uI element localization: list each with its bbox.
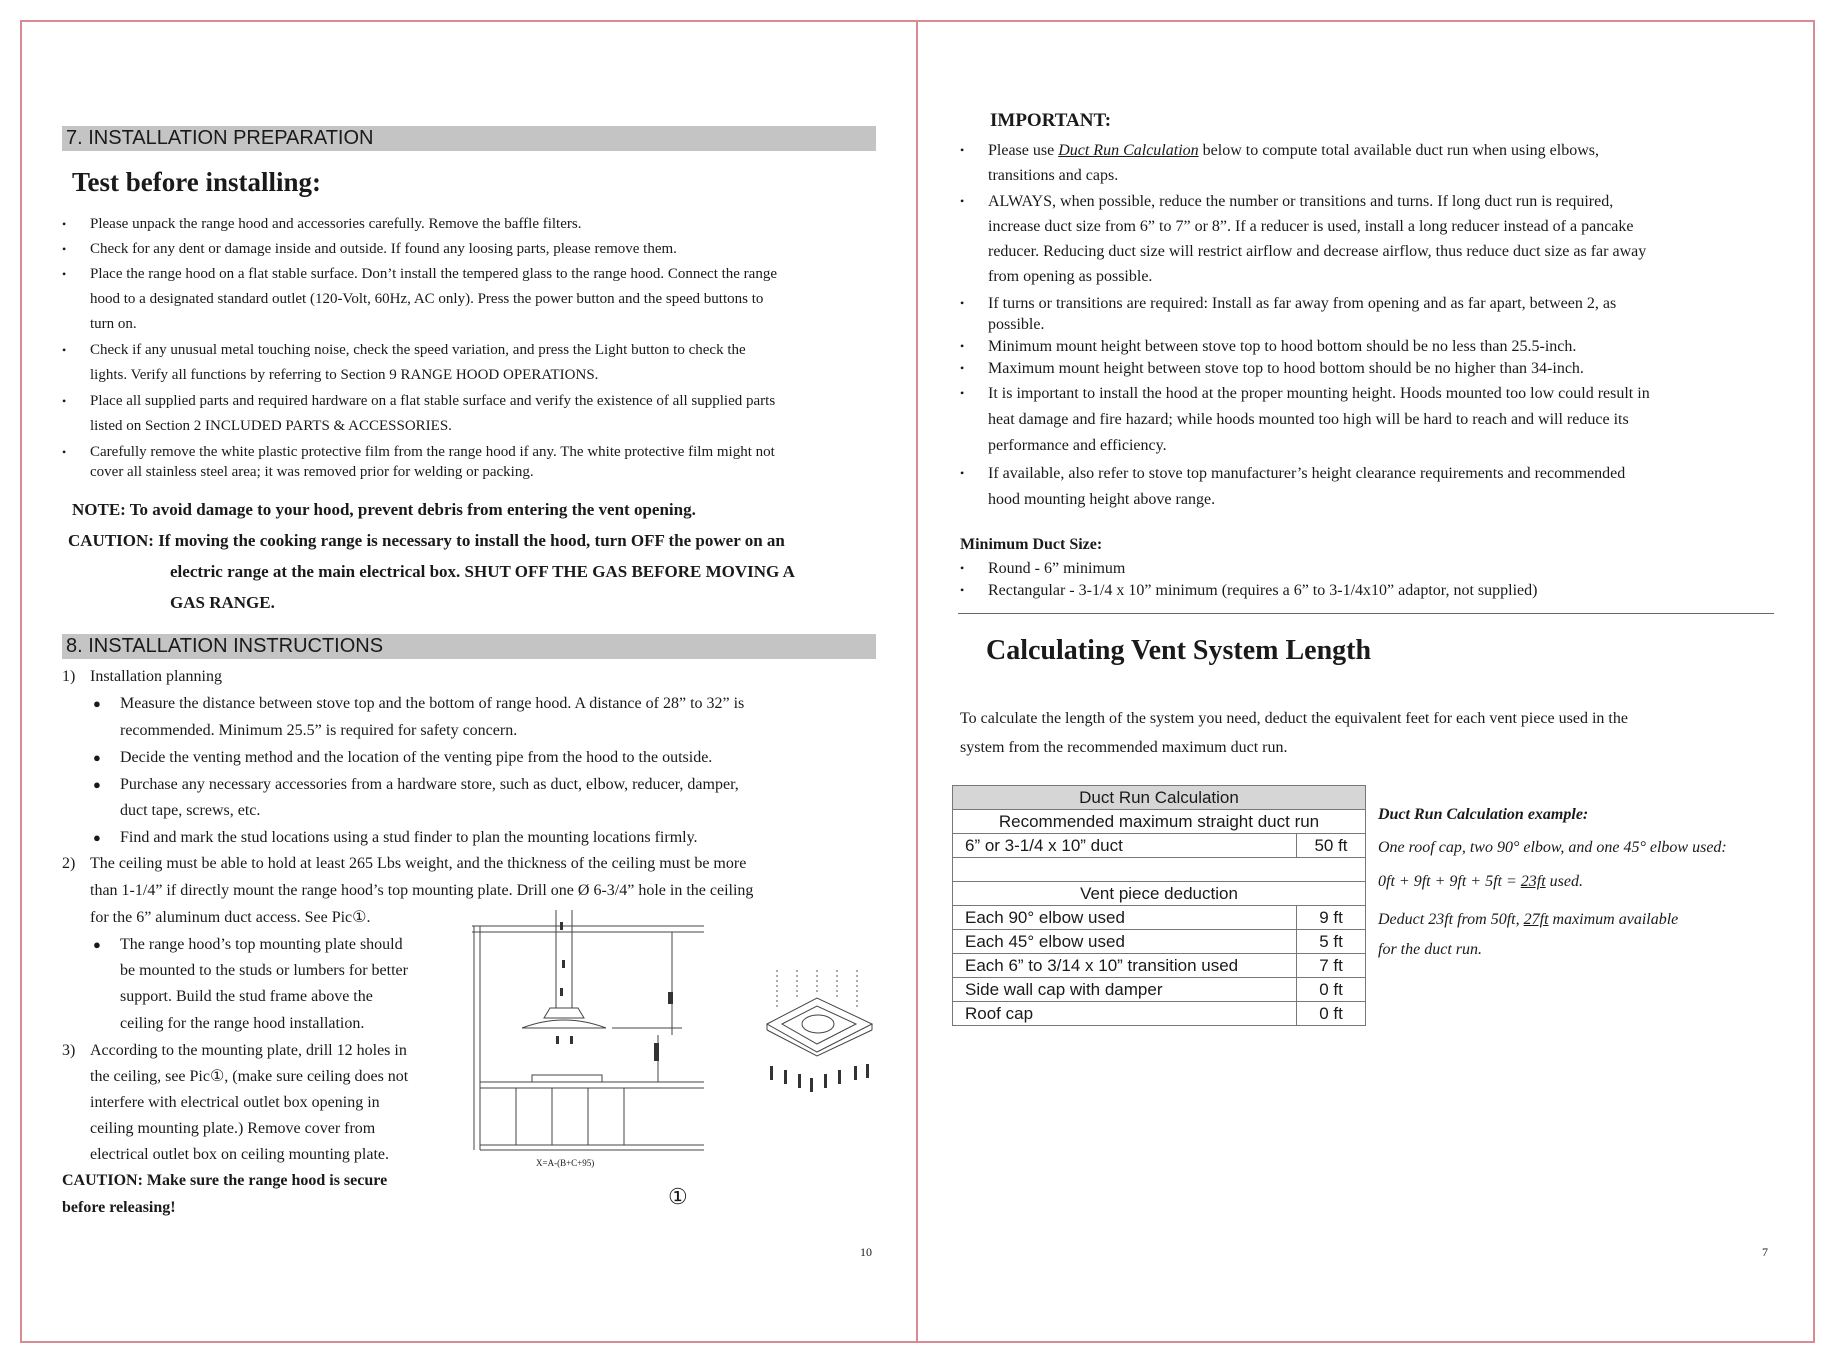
list-item-cont: cover all stainless steel area; it was removed prior for welding or packing. — [90, 464, 534, 480]
duct-run-reference: Duct Run Calculation — [1058, 142, 1199, 159]
list-item-cont: increase duct size from 6” to 7” or 8”. If a reducer is used, install a long reducer instead of a pancake — [988, 218, 1634, 235]
caution-text: electric range at the main electrical box. SHUT OFF THE GAS BEFORE MOVING A — [170, 562, 795, 581]
list-item: • Place all supplied parts and required hardware on a flat stable surface and verify the existence of all supplied parts — [62, 393, 776, 409]
list-item: • Please unpack the range hood and accessories carefully. Remove the baffle filters. — [62, 216, 582, 232]
list-item: ● Purchase any necessary accessories from a hardware store, such as duct, elbow, reducer, damper, — [93, 776, 739, 793]
list-item: ● Measure the distance between stove top and the bottom of range hood. A distance of 28” to 32” is — [93, 695, 745, 712]
test-heading: Test before installing: — [72, 167, 322, 197]
list-item-cont: performance and efficiency. — [988, 437, 1167, 454]
installation-diagram — [472, 900, 722, 1160]
step-2: 2) The ceiling must be able to hold at least 265 Lbs weight, and the thickness of the ceiling must be more — [62, 855, 747, 872]
mounting-plate-diagram — [762, 970, 882, 1110]
calc-intro: To calculate the length of the system you need, deduct the equivalent feet for each vent piece used in the — [960, 710, 1628, 727]
list-item-cont: lights. Verify all functions by referring to Section 9 RANGE HOOD OPERATIONS. — [90, 367, 599, 383]
min-duct-heading: Minimum Duct Size: — [960, 536, 1103, 553]
step-1: 1) Installation planning — [62, 668, 222, 685]
list-item: • Rectangular - 3-1/4 x 10” minimum (requires a 6” to 3-1/4x10” adaptor, not supplied) — [960, 582, 1538, 599]
page-number: 7 — [1762, 1245, 1768, 1259]
page-number: 10 — [860, 1245, 872, 1259]
list-item-cont: be mounted to the studs or lumbers for better — [120, 962, 408, 979]
table-row: Side wall cap with damper 0 ft — [953, 978, 1366, 1002]
step-3-cont: electrical outlet box on ceiling mounting plate. — [90, 1146, 390, 1163]
caution-secure-text: before releasing! — [62, 1199, 176, 1216]
caution-text: GAS RANGE. — [170, 593, 275, 612]
list-item: • Carefully remove the white plastic protective film from the range hood if any. The white protective film might not — [62, 444, 775, 460]
list-item-cont: duct tape, screws, etc. — [120, 802, 261, 819]
step-2-cont: for the 6” aluminum duct access. See Pic①. — [90, 909, 371, 926]
right-page — [918, 20, 1813, 1343]
list-item-cont: listed on Section 2 INCLUDED PARTS & ACCESSORIES. — [90, 418, 452, 434]
list-item: • Check for any dent or damage inside and outside. If found any loosing parts, please remove them. — [62, 241, 677, 257]
step-3-cont: the ceiling, see Pic①, (make sure ceiling does not — [90, 1068, 409, 1085]
list-item-cont: from opening as possible. — [988, 268, 1153, 285]
list-item: ● Decide the venting method and the location of the venting pipe from the hood to the outside. — [93, 749, 713, 766]
caution-text: CAUTION: If moving the cooking range is necessary to install the hood, turn OFF the power on an — [68, 531, 785, 550]
step-2-cont: than 1-1/4” if directly mount the range hood’s top mounting plate. Drill one Ø 6-3/4” hole in the ceiling — [90, 882, 754, 899]
important-heading: IMPORTANT: — [990, 110, 1112, 131]
list-item: • Round - 6” minimum — [960, 560, 1126, 577]
table-spacer-row — [953, 858, 1366, 882]
note-text: NOTE: To avoid damage to your hood, prevent debris from entering the vent opening. — [72, 500, 696, 519]
table-row: 6” or 3-1/4 x 10” duct 50 ft — [953, 834, 1366, 858]
list-item: • ALWAYS, when possible, reduce the number or transitions and turns. If long duct run is required, — [960, 193, 1614, 210]
list-item: • It is important to install the hood at the proper mounting height. Hoods mounted too low could result in — [960, 385, 1650, 402]
list-item: • If available, also refer to stove top manufacturer’s height clearance requirements and recommended — [960, 465, 1626, 482]
table-row: Each 6” to 3/14 x 10” transition used 7 ft — [953, 954, 1366, 978]
section-8-title: 8. INSTALLATION INSTRUCTIONS — [62, 634, 876, 659]
caution-secure-text: CAUTION: Make sure the range hood is secure — [62, 1172, 388, 1189]
example-line: for the duct run. — [1378, 941, 1482, 958]
divider — [958, 613, 1774, 614]
list-item-cont: support. Build the stud frame above the — [120, 988, 373, 1005]
example-line: One roof cap, two 90° elbow, and one 45° elbow used: — [1378, 839, 1727, 856]
table-title: Duct Run Calculation — [953, 786, 1366, 810]
diagram-formula: X=A-(B+C+95) — [536, 1158, 595, 1168]
table-row: Each 90° elbow used 9 ft — [953, 906, 1366, 930]
list-item-cont: possible. — [988, 316, 1045, 333]
list-item-cont: ceiling for the range hood installation. — [120, 1015, 365, 1032]
step-3-cont: interfere with electrical outlet box opening in — [90, 1094, 380, 1111]
list-item: ● The range hood’s top mounting plate should — [93, 936, 403, 953]
section-7-title: 7. INSTALLATION PREPARATION — [62, 126, 876, 151]
list-item-cont: reducer. Reducing duct size will restrict airflow and decrease airflow, thus reduce duct size as far away — [988, 243, 1647, 260]
example-line: 0ft + 9ft + 9ft + 5ft = 23ft used. — [1378, 873, 1583, 890]
calc-intro: system from the recommended maximum duct run. — [960, 739, 1288, 756]
table-deduction-title: Vent piece deduction — [953, 882, 1366, 906]
table-row: Each 45° elbow used 5 ft — [953, 930, 1366, 954]
list-item-cont: turn on. — [90, 316, 137, 332]
list-item-cont: transitions and caps. — [988, 167, 1119, 184]
list-item: • Check if any unusual metal touching noise, check the speed variation, and press the Light button to check the — [62, 342, 746, 358]
list-item-cont: recommended. Minimum 25.5” is required for safety concern. — [120, 722, 518, 739]
list-item: • Minimum mount height between stove top to hood bottom should be no less than 25.5-inch. — [960, 338, 1577, 355]
pic-label: ① — [668, 1184, 688, 1209]
example-line: Deduct 23ft from 50ft, 27ft maximum available — [1378, 911, 1679, 928]
list-item-cont: heat damage and fire hazard; while hoods mounted too high will be hard to reach and will reduce its — [988, 411, 1629, 428]
list-item: • If turns or transitions are required: Install as far away from opening and as far apart, between 2, as — [960, 295, 1617, 312]
list-item-cont: hood mounting height above range. — [988, 491, 1216, 508]
calc-title: Calculating Vent System Length — [986, 635, 1372, 666]
example-title: Duct Run Calculation example: — [1378, 806, 1589, 823]
table-subtitle: Recommended maximum straight duct run — [953, 810, 1366, 834]
step-3: 3) According to the mounting plate, drill 12 holes in — [62, 1042, 407, 1059]
list-item: • Maximum mount height between stove top to hood bottom should be no higher than 34-inch. — [960, 360, 1584, 377]
left-page — [22, 20, 916, 1343]
duct-run-table — [952, 785, 1366, 1026]
step-3-cont: ceiling mounting plate.) Remove cover from — [90, 1120, 376, 1137]
list-item: ● Find and mark the stud locations using a stud finder to plan the mounting locations firmly. — [93, 829, 698, 846]
list-item: • Please use Duct Run Calculation below to compute total available duct run when using elbows, — [960, 142, 1599, 159]
list-item: • Place the range hood on a flat stable surface. Don’t install the tempered glass to the range hood. Connect the range — [62, 266, 777, 282]
table-row: Roof cap 0 ft — [953, 1002, 1366, 1026]
list-item-cont: hood to a designated standard outlet (120-Volt, 60Hz, AC only). Press the power button and the speed buttons to — [90, 291, 764, 307]
